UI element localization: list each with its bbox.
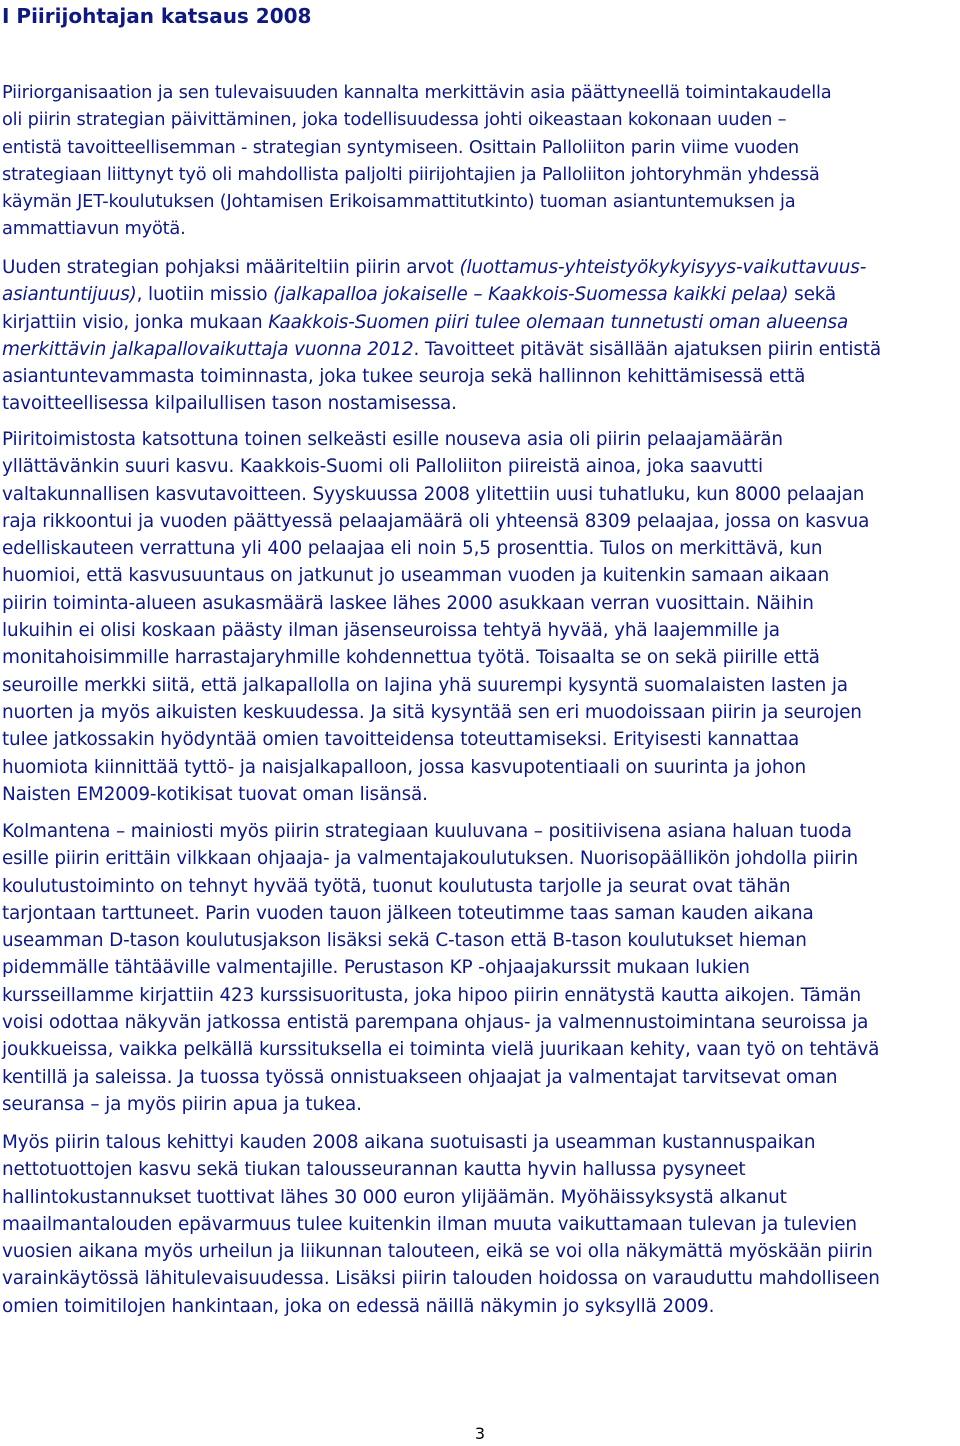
italic-text-segment: asiantuntijuus) <box>2 284 137 306</box>
text-line: koulutustoiminto on tehnyt hyvää työtä, tuonut koulutusta tarjolle ja seurat ovat tähän <box>2 875 791 897</box>
text-line: kursseillamme kirjattiin 423 kurssisuoritusta, joka hipoo piirin ennätystä kautta aikojen. Tämän <box>2 984 862 1006</box>
italic-text-segment: (jalkapalloa jokaiselle – Kaakkois-Suomessa kaikki pelaa) <box>273 284 789 306</box>
text-line: ammattiavun myötä. <box>2 218 186 240</box>
text-line: seuransa – ja myös piirin apua ja tukea. <box>2 1093 362 1115</box>
text-line: joukkueissa, vaikka pelkällä kurssituksella ei toiminta vielä juurikaan kehity, vaan työ on tehtävä <box>2 1039 880 1061</box>
text-line: huomioi, että kasvusuuntaus on jatkunut jo useamman vuoden ja kuitenkin samaan aikaan <box>2 565 830 587</box>
text-line: oli piirin strategian päivittäminen, joka todellisuudessa johti oikeastaan kokonaan uuden – <box>2 109 787 131</box>
text-line: yllättävänkin suuri kasvu. Kaakkois-Suomi oli Palloliiton piireistä ainoa, joka saavutti <box>2 456 763 478</box>
text-line: Piiritoimistosta katsottuna toinen selkeästi esille nouseva asia oli piirin pelaajamäärän <box>2 429 783 450</box>
text-line: valtakunnallisen kasvutavoitteen. Syyskuussa 2008 ylitettiin uusi tuhatluku, kun 8000 pelaajan <box>2 483 865 505</box>
text-line: maailmantalouden epävarmuus tulee kuitenkin ilman muuta vaikuttamaan tulevan ja tulevien <box>2 1213 857 1235</box>
paragraph-values-mission-vision <box>2 254 958 418</box>
text-line: esille piirin erittäin vilkkaan ohjaaja- ja valmentajakoulutuksen. Nuorisopäällikön johdolla piirin <box>2 848 859 870</box>
text-line <box>2 390 958 417</box>
text-line: raja rikkoontui ja vuoden päättyessä pelaajamäärä oli yhteensä 8309 pelaajaa, jossa on kasvua <box>2 510 870 532</box>
italic-text-segment: merkittävin jalkapallovaikuttaja vuonna 2012 <box>2 338 414 360</box>
text-segment: sekä <box>788 284 837 306</box>
paragraph-player-growth <box>2 426 958 808</box>
text-line <box>2 254 958 281</box>
text-line: varainkäytössä lähitulevaisuudessa. Lisäksi piirin talouden hoidossa on varauduttu mahdolliseen <box>2 1268 880 1290</box>
text-segment: . Tavoitteet pitävät sisällään ajatuksen piirin entistä <box>413 338 881 360</box>
text-line: monitahoisimmille harrastajaryhmille kohdennettua työtä. Toisaalta se on sekä piirille että <box>2 647 820 669</box>
page-title: I Piirijohtajan katsaus 2008 <box>2 4 312 28</box>
text-segment: asiantuntevammasta toiminnasta, joka tukee seuroja sekä hallinnon kehittämisessä että <box>2 366 806 388</box>
text-line: tarjontaan tarttuneet. Parin vuoden tauon jälkeen toteutimme taas saman kauden aikana <box>2 902 814 924</box>
text-line: Piiriorganisaation ja sen tulevaisuuden kannalta merkittävin asia päättyneellä toimintakaudella <box>2 82 832 103</box>
text-line: kentillä ja saleissa. Ja tuossa työssä onnistuakseen ohjaajat ja valmentajat tarvitsevat oman <box>2 1066 838 1088</box>
text-line <box>2 363 958 390</box>
text-line: käymän JET-koulutuksen (Johtamisen Erikoisammattitutkinto) tuoman asiantuntemuksen ja <box>2 191 796 213</box>
text-line: lukuihin ei olisi koskaan päästy ilman jäsenseuroissa tehtyä hyvää, yhä laajemmille ja <box>2 620 780 642</box>
text-line: Naisten EM2009-kotikisat tuovat oman lisänsä. <box>2 783 428 805</box>
italic-text-segment: Kaakkois-Suomen piiri tulee olemaan tunnetusti oman alueensa <box>268 311 849 333</box>
text-segment: Uuden strategian pohjaksi määriteltiin piirin arvot <box>2 257 460 278</box>
text-line: vuosien aikana myös urheilun ja liikunnan talouteen, eikä se voi olla näkymättä myöskään piirin <box>2 1241 873 1263</box>
paragraph-coaching-education <box>2 818 958 1118</box>
text-line: piirin toiminta-alueen asukasmäärä laskee lähes 2000 asukkaan verran vuosittain. Näihin <box>2 592 814 614</box>
text-line: hallintokustannukset tuottivat lähes 30 000 euron ylijäämän. Myöhäissyksystä alkanut <box>2 1186 787 1208</box>
text-line: omien toimitilojen hankintaan, joka on edessä näillä näkymin jo syksyllä 2009. <box>2 1295 715 1317</box>
text-line: huomiota kiinnittää tyttö- ja naisjalkapalloon, jossa kasvupotentiaali on suurinta ja johon <box>2 756 806 778</box>
text-line <box>2 281 958 308</box>
text-line: useamman D-tason koulutusjakson lisäksi sekä C-tason että B-tason koulutukset hieman <box>2 930 807 952</box>
text-line <box>2 309 958 336</box>
text-line: tulee jatkossakin hyödyntää omien tavoitteidensa toteuttamiseksi. Erityisesti kannattaa <box>2 729 800 751</box>
text-line <box>2 336 958 363</box>
paragraph-finances <box>2 1129 958 1320</box>
text-line: nettotuottojen kasvu sekä tiukan talousseurannan kautta hyvin hallussa pysyneet <box>2 1159 746 1181</box>
text-line: seuroille merkki siitä, että jalkapallolla on lajina yhä suurempi kysyntä suomalaisten lasten ja <box>2 674 848 696</box>
text-line: pidemmälle tähtääville valmentajille. Perustason KP -ohjaajakurssit mukaan lukien <box>2 957 750 979</box>
page-number: 3 <box>474 1424 486 1443</box>
text-line: Myös piirin talous kehittyi kauden 2008 aikana suotuisasti ja useamman kustannuspaikan <box>2 1132 816 1153</box>
text-segment: , luotiin missio <box>136 284 274 306</box>
italic-text-segment: (luottamus-yhteistyökykyisyys-vaikuttavuus- <box>459 257 867 278</box>
text-line: strategiaan liittynyt työ oli mahdollista paljolti piirijohtajien ja Palloliiton johtoryhmän yhdessä <box>2 163 820 185</box>
text-line: voisi odottaa näkyvän jatkossa entistä parempana ohjaus- ja valmennustoimintana seuroissa ja <box>2 1012 869 1034</box>
text-line: edelliskauteen verrattuna yli 400 pelaajaa eli noin 5,5 prosenttia. Tulos on merkittävä, kun <box>2 538 823 560</box>
text-line: Kolmantena – mainiosti myös piirin strategiaan kuuluvana – positiivisena asiana haluan tuoda <box>2 821 852 842</box>
text-segment: tavoitteellisessa kilpailullisen tason nostamisessa. <box>2 393 457 415</box>
paragraph-strategy <box>2 79 958 243</box>
text-line: entistä tavoitteellisemman - strategian syntymiseen. Osittain Palloliiton parin viime vuoden <box>2 136 799 158</box>
text-line: nuorten ja myös aikuisten keskuudessa. Ja sitä kysyntää sen eri muodoissaan piirin ja seurojen <box>2 701 862 723</box>
text-segment: kirjattiin visio, jonka mukaan <box>2 311 269 333</box>
